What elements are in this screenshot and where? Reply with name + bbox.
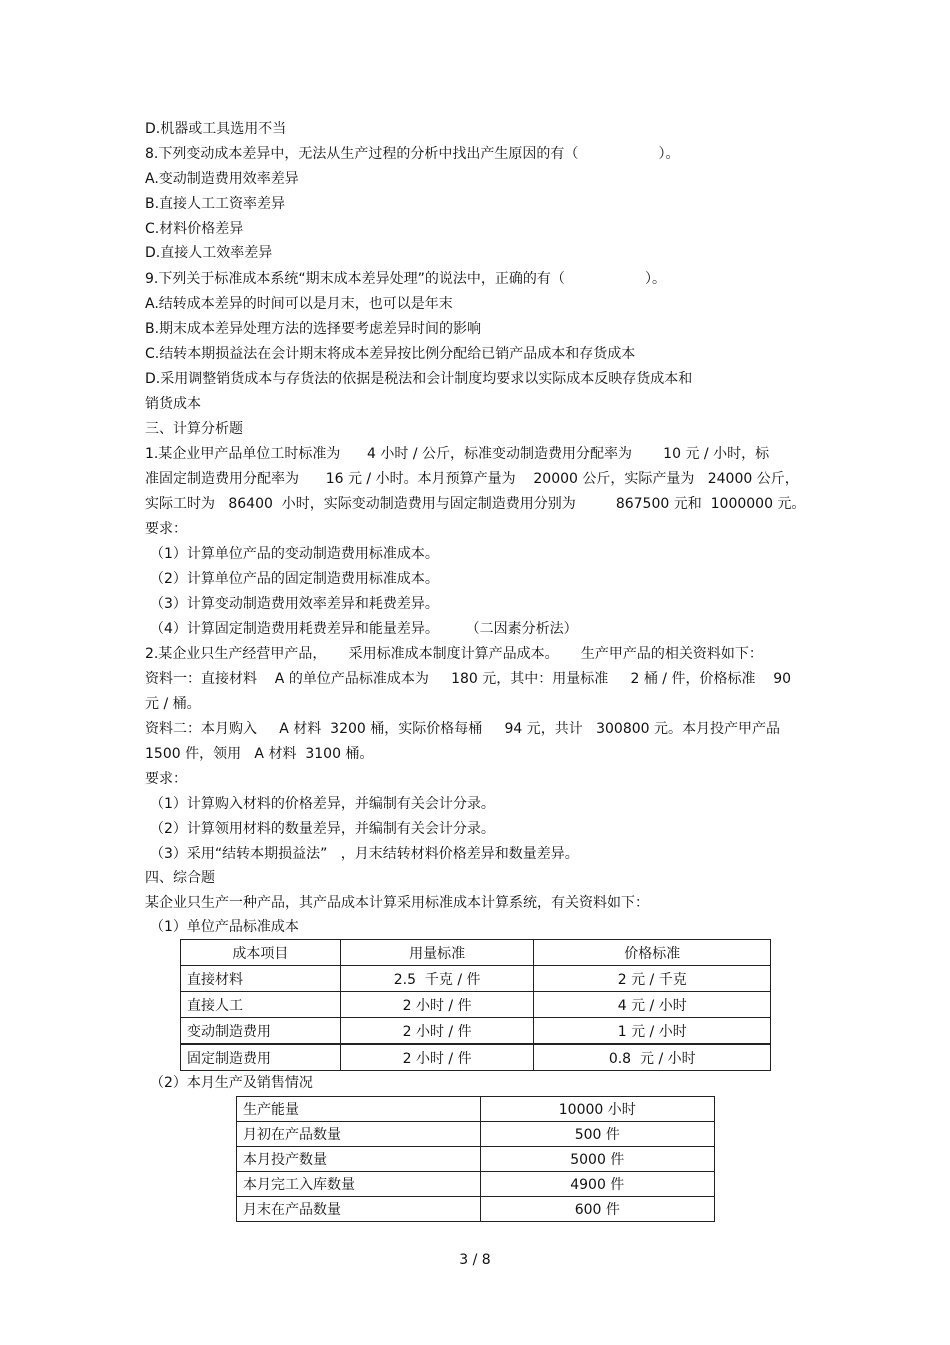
table-cell: 月初在产品数量 [237,1122,481,1147]
table-cell: 4900 件 [480,1172,714,1197]
requirement-label-2: 要求： [145,771,187,787]
table-cell: 本月完工入库数量 [237,1172,481,1197]
option-c-q8: C.材料价格差异 [145,221,244,237]
table-cell: 变动制造费用 [181,1018,341,1045]
section-4-heading: 四、综合题 [145,870,215,886]
calc-q1-req1: （1）计算单位产品的变动制造费用标准成本。 [150,546,439,562]
calc-q2-data1-cont: 元 / 桶。 [145,696,201,712]
option-d-q7: D.机器或工具选用不当 [145,121,287,137]
table-cell: 本月投产数量 [237,1147,481,1172]
option-b-q9: B.期末成本差异处理方法的选择要考虑差异时间的影响 [145,321,482,337]
calc-q1-line3: 实际工时为 86400 小时，实际变动制造费用与固定制造费用分别为 867500 元和 1000000 元。 [145,496,806,512]
table-row [181,1018,771,1045]
calc-q2-req1: （1）计算购入材料的价格差异，并编制有关会计分录。 [150,796,495,812]
option-d-q9: D.采用调整销货成本与存货法的依据是税法和会计制度均要求以实际成本反映存货成本和 [145,371,693,387]
table-cell: 5000 件 [480,1147,714,1172]
table-header-cell: 用量标准 [340,940,534,966]
option-d-q9-cont: 销货成本 [145,396,201,412]
table-cell: 2.5 千克 / 件 [340,966,534,992]
question-8: 8.下列变动成本差异中，无法从生产过程的分析中找出产生原因的有（ ）。 [145,146,680,162]
table-row [181,966,771,992]
production-sales-table [236,1096,715,1222]
table-cell: 500 件 [480,1122,714,1147]
question-9: 9.下列关于标准成本系统“期末成本差异处理”的说法中，正确的有（ ）。 [145,271,666,287]
table-cell: 2 元 / 千克 [534,966,771,992]
table-row [237,1122,715,1147]
table-row [237,1097,715,1122]
calc-q2-req2: （2）计算领用材料的数量差异，并编制有关会计分录。 [150,821,495,837]
option-a-q8: A.变动制造费用效率差异 [145,171,299,187]
table-cell: 直接人工 [181,992,341,1018]
calc-q1-line2: 准固定制造费用分配率为 16 元 / 小时。本月预算产量为 20000 公斤，实际产量为 24000 公斤， [145,471,799,487]
table-row [237,1197,715,1222]
comprehensive-intro: 某企业只生产一种产品，其产品成本计算采用标准成本计算系统，有关资料如下： [145,895,649,911]
table-header-cell: 成本项目 [181,940,341,966]
table-cell: 2 小时 / 件 [340,1018,534,1045]
table-cell: 10000 小时 [480,1097,714,1122]
calc-q2-data1: 资料一：直接材料 A 的单位产品标准成本为 180 元，其中：用量标准 2 桶 / 件，价格标准 90 [145,671,792,687]
section-3-heading: 三、计算分析题 [145,421,243,437]
table-cell: 4 元 / 小时 [534,992,771,1018]
calc-q1-req2: （2）计算单位产品的固定制造费用标准成本。 [150,571,439,587]
calc-q1-req3: （3）计算变动制造费用效率差异和耗费差异。 [150,596,439,612]
table-header-row [181,940,771,966]
table-row [181,1044,771,1071]
table-cell: 月末在产品数量 [237,1197,481,1222]
requirement-label: 要求： [145,521,187,537]
calc-q2-data2-cont: 1500 件，领用 A 材料 3100 桶。 [145,746,374,762]
table-cell: 2 小时 / 件 [340,1044,534,1071]
calc-q1-line1: 1.某企业甲产品单位工时标准为 4 小时 / 公斤，标准变动制造费用分配率为 10 元 / 小时，标 [145,446,770,462]
table-cell: 直接材料 [181,966,341,992]
standard-cost-table [180,939,771,1071]
table2-caption: （2）本月生产及销售情况 [150,1075,313,1091]
calc-q2-data2: 资料二：本月购入 A 材料 3200 桶，实际价格每桶 94 元，共计 300800 元。本月投产甲产品 [145,721,781,737]
calc-q2-req3: （3）采用“结转本期损益法” ，月末结转材料价格差异和数量差异。 [150,846,579,862]
table-cell: 2 小时 / 件 [340,992,534,1018]
option-d-q8: D.直接人工效率差异 [145,245,273,261]
option-c-q9: C.结转本期损益法在会计期末将成本差异按比例分配给已销产品成本和存货成本 [145,346,636,362]
table-cell: 0.8 元 / 小时 [534,1044,771,1071]
option-b-q8: B.直接人工工资率差异 [145,196,286,212]
page-number: 3 / 8 [459,1252,491,1268]
calc-q2-line1: 2.某企业只生产经营甲产品， 采用标准成本制度计算产品成本。 生产甲产品的相关资料如下： [145,646,763,662]
table-cell: 600 件 [480,1197,714,1222]
table-cell: 1 元 / 小时 [534,1018,771,1045]
table-row [237,1147,715,1172]
table-header-cell: 价格标准 [534,940,771,966]
table1-caption: （1）单位产品标准成本 [150,919,299,935]
table-cell: 生产能量 [237,1097,481,1122]
table-row [181,992,771,1018]
option-a-q9: A.结转成本差异的时间可以是月末，也可以是年末 [145,296,453,312]
table-row [237,1172,715,1197]
table-cell: 固定制造费用 [181,1044,341,1071]
calc-q1-req4: （4）计算固定制造费用耗费差异和能量差异。 （二因素分析法） [150,621,578,637]
